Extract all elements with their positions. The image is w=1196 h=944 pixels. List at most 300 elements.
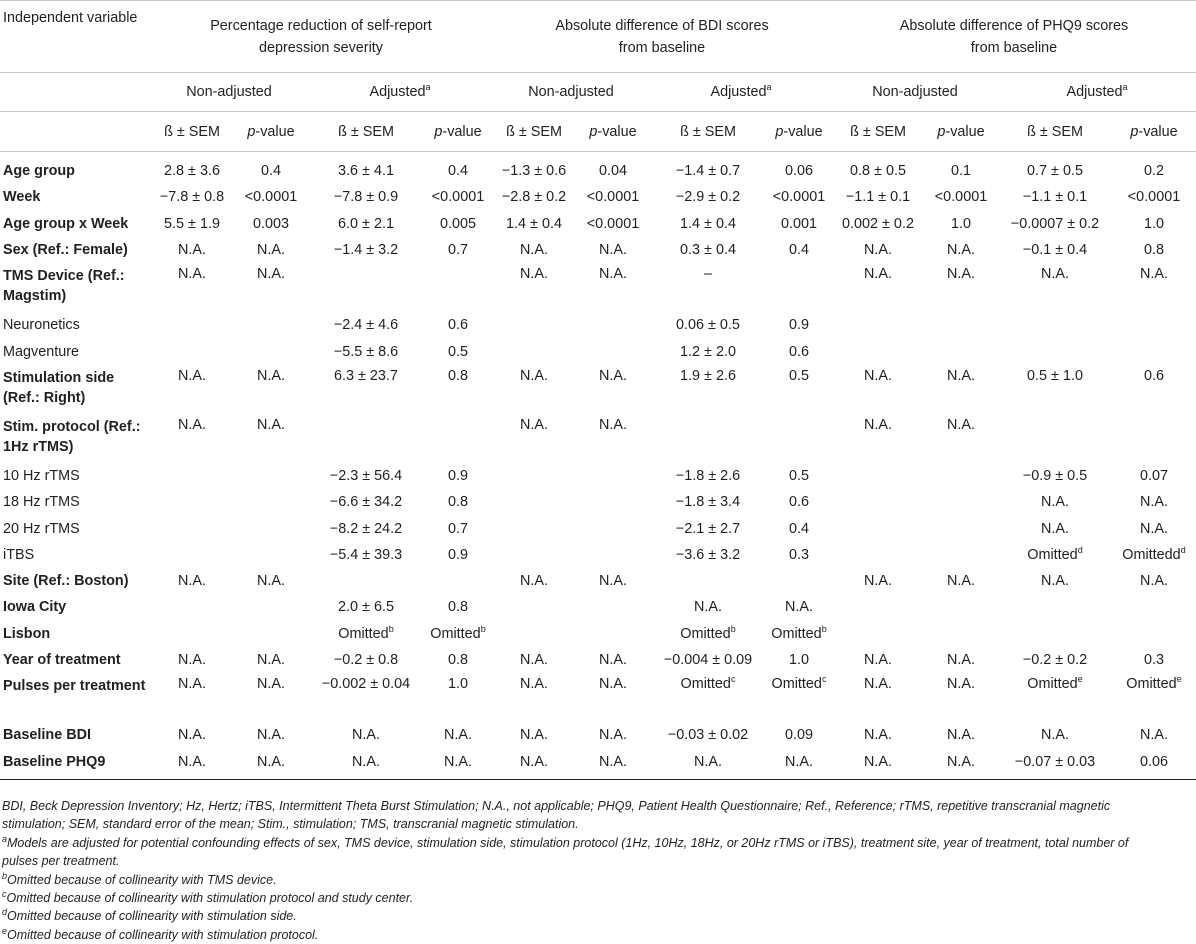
table-cell: 0.001 bbox=[780, 215, 817, 232]
table-cell: <0.0001 bbox=[772, 189, 826, 206]
table-cell: N.A. bbox=[492, 748, 576, 779]
subheader-label: Adjusted bbox=[710, 84, 767, 100]
table-cell bbox=[832, 312, 924, 338]
table-cell: N.A. bbox=[947, 676, 975, 693]
table-cell: −5.5 ± 8.6 bbox=[333, 343, 399, 360]
table-cell: N.A. bbox=[599, 416, 627, 433]
table-cell: Omitted$^e$ bbox=[1027, 674, 1083, 693]
table-cell: 0.7 ± 0.5 bbox=[1027, 163, 1083, 180]
table-cell: 0.8 bbox=[447, 599, 468, 616]
table-cell: 1.4 ± 0.4 bbox=[680, 215, 736, 232]
table-cell: −1.4 ± 3.2 bbox=[333, 242, 399, 259]
table-cell bbox=[1112, 621, 1196, 647]
table-cell: −0.9 ± 0.5 bbox=[1022, 467, 1088, 484]
table-cell: N.A. bbox=[599, 652, 627, 668]
footnote-item: $^b$Omitted because of collinearity with TMS device. bbox=[2, 870, 277, 887]
table-row bbox=[0, 184, 1196, 210]
table-cell: N.A. bbox=[257, 367, 285, 384]
table-cell bbox=[150, 542, 234, 568]
table-cell: 0.06 ± 0.5 bbox=[676, 317, 740, 334]
table-cell: −0.0007 ± 0.2 bbox=[1010, 215, 1100, 232]
table-cell: N.A. bbox=[1041, 727, 1069, 744]
table-cell: Omitted$^c$ bbox=[771, 674, 827, 693]
table-cell: N.A. bbox=[924, 748, 998, 779]
table-cell: Omitted$^c$ bbox=[680, 674, 736, 693]
table-row bbox=[0, 748, 1196, 779]
table-cell: 0.5 bbox=[788, 367, 809, 384]
footnotes bbox=[2, 797, 1142, 944]
table-cell: −5.4 ± 39.3 bbox=[329, 546, 403, 563]
table-cell: 0.4 bbox=[447, 163, 468, 180]
table-row bbox=[0, 489, 1196, 515]
table-cell: N.A. bbox=[766, 748, 832, 779]
table-cell bbox=[924, 463, 998, 489]
table-cell: Omittedd$^d$ bbox=[1122, 545, 1186, 563]
table-cell: N.A. bbox=[947, 266, 975, 283]
table-cell: −0.002 ± 0.04 bbox=[321, 676, 411, 693]
table-cell bbox=[1112, 594, 1196, 620]
table-cell: −2.8 ± 0.2 bbox=[501, 189, 567, 206]
row-label: Site (Ref.: Boston) bbox=[3, 573, 129, 590]
table-cell: 0.7 bbox=[447, 520, 468, 537]
table-cell bbox=[492, 515, 576, 541]
table-cell: 0.04 bbox=[598, 163, 627, 180]
table-cell bbox=[576, 463, 650, 489]
table-row bbox=[0, 365, 1196, 414]
row-label: 10 Hz rTMS bbox=[3, 467, 80, 484]
table-cell: −1.4 ± 0.7 bbox=[675, 163, 741, 180]
table-cell bbox=[234, 515, 308, 541]
table-cell: 5.5 ± 1.9 bbox=[164, 215, 220, 232]
table-cell: −0.1 ± 0.4 bbox=[1022, 242, 1088, 259]
table-cell bbox=[650, 568, 766, 594]
table-cell bbox=[924, 489, 998, 515]
row-label: Stimulation side (Ref.: Right) bbox=[3, 369, 115, 406]
table-cell: N.A. bbox=[257, 676, 285, 693]
table-row bbox=[0, 647, 1196, 673]
table-cell: N.A. bbox=[352, 727, 380, 744]
table-cell: N.A. bbox=[178, 727, 206, 744]
table-cell bbox=[924, 594, 998, 620]
table-cell: 0.4 bbox=[788, 520, 809, 537]
table-cell bbox=[234, 338, 308, 364]
row-label: Magventure bbox=[3, 343, 79, 360]
colheader-p-value: p-value bbox=[1112, 112, 1196, 152]
row-label: Iowa City bbox=[3, 599, 67, 616]
table-row bbox=[0, 515, 1196, 541]
colheader-p-value: p-value bbox=[766, 112, 832, 152]
table-cell: N.A. bbox=[599, 676, 627, 693]
table-cell: 0.8 bbox=[447, 367, 468, 384]
table-cell bbox=[832, 621, 924, 647]
table-cell bbox=[150, 515, 234, 541]
colheader-p-value: p-value bbox=[924, 112, 998, 152]
table-cell: N.A. bbox=[308, 748, 424, 779]
subheader-nonadjusted: Non-adjusted bbox=[832, 73, 998, 112]
table-cell: 6.0 ± 2.1 bbox=[338, 215, 394, 232]
table-cell bbox=[576, 489, 650, 515]
row-label: Year of treatment bbox=[3, 652, 121, 668]
row-label: iTBS bbox=[3, 546, 35, 563]
table-cell: N.A. bbox=[520, 242, 548, 259]
row-label: Stim. protocol (Ref.: 1Hz rTMS) bbox=[3, 418, 141, 455]
table-cell: 6.3 ± 23.7 bbox=[334, 367, 398, 384]
table-cell: N.A. bbox=[234, 748, 308, 779]
table-cell bbox=[576, 542, 650, 568]
table-cell: −3.6 ± 3.2 bbox=[675, 546, 741, 563]
table-cell: N.A. bbox=[694, 599, 722, 616]
table-cell: N.A. bbox=[1041, 266, 1069, 283]
table-cell: 2.8 ± 3.6 bbox=[164, 163, 220, 180]
table-cell bbox=[308, 263, 424, 312]
table-cell: N.A. bbox=[832, 748, 924, 779]
table-cell: 1.0 bbox=[447, 676, 468, 693]
table-cell: <0.0001 bbox=[1127, 189, 1181, 206]
table-cell: 1.4 ± 0.4 bbox=[506, 215, 562, 232]
table-cell: Omitted$^d$ bbox=[1027, 545, 1083, 563]
table-cell: N.A. bbox=[864, 676, 892, 693]
table-cell: N.A. bbox=[1140, 727, 1168, 744]
footnote-abbreviations: BDI, Beck Depression Inventory; Hz, Hertz; iTBS, Intermittent Theta Burst Stimulation; N.A., not applicable; PHQ9, Patient Health Questionnaire; Ref., Reference; rTMS, repetitive transcranial magnetic stimulation; SEM, standard error of the mean; Stim., stimulation; TMS, transcranial magnetic stimulation. bbox=[2, 799, 1111, 832]
table-cell: 0.3 bbox=[788, 546, 809, 563]
colheader-beta-sem: ß ± SEM bbox=[308, 112, 424, 152]
header-group-label: Absolute difference of BDI scores from baseline bbox=[555, 17, 769, 56]
table-cell: N.A. bbox=[257, 416, 285, 433]
table-cell bbox=[576, 594, 650, 620]
table-cell: N.A. bbox=[1140, 494, 1168, 511]
table-cell: N.A. bbox=[599, 573, 627, 590]
table-cell: −6.6 ± 34.2 bbox=[329, 494, 403, 511]
row-label: Age group x Week bbox=[3, 215, 129, 232]
table-cell: N.A. bbox=[599, 266, 627, 283]
table-cell: <0.0001 bbox=[244, 189, 298, 206]
table-row bbox=[0, 621, 1196, 647]
table-row bbox=[0, 594, 1196, 620]
table-cell: 0.3 bbox=[1143, 652, 1164, 668]
header-group-percentage bbox=[150, 1, 492, 73]
table-cell bbox=[576, 312, 650, 338]
table-cell bbox=[832, 542, 924, 568]
table-cell: −0.2 ± 0.8 bbox=[333, 652, 399, 668]
row-label: Lisbon bbox=[3, 625, 51, 642]
table-cell bbox=[832, 338, 924, 364]
table-cell bbox=[1112, 414, 1196, 463]
table-cell: 0.7 bbox=[447, 242, 468, 259]
table-cell: 0.6 bbox=[447, 317, 468, 334]
table-cell: Omitted$^e$ bbox=[1126, 674, 1182, 693]
table-cell: N.A. bbox=[520, 367, 548, 384]
table-cell bbox=[492, 489, 576, 515]
table-cell: N.A. bbox=[178, 242, 206, 259]
footnote-mark: a bbox=[425, 82, 431, 93]
table-row bbox=[0, 568, 1196, 594]
table-cell bbox=[234, 621, 308, 647]
table-cell: −1.1 ± 0.1 bbox=[845, 189, 911, 206]
table-cell: 0.5 bbox=[447, 343, 468, 360]
table-cell bbox=[924, 338, 998, 364]
subheader-adjusted bbox=[308, 73, 492, 112]
table-cell: 0.1 bbox=[950, 163, 971, 180]
table-cell: N.A. bbox=[520, 266, 548, 283]
table-cell: −2.9 ± 0.2 bbox=[675, 189, 741, 206]
subheader-label: Adjusted bbox=[369, 84, 426, 100]
table-cell: 1.0 bbox=[788, 652, 809, 668]
table-cell: 0.07 bbox=[1139, 467, 1168, 484]
table-cell bbox=[150, 489, 234, 515]
table-cell: N.A. bbox=[599, 242, 627, 259]
table-cell: 0.9 bbox=[788, 317, 809, 334]
table-cell: 0.8 bbox=[1143, 242, 1164, 259]
row-label: 18 Hz rTMS bbox=[3, 494, 80, 511]
table-cell: N.A. bbox=[864, 416, 892, 433]
footnote-item: $^c$Omitted because of collinearity with stimulation protocol and study center. bbox=[2, 888, 414, 906]
table-cell bbox=[832, 463, 924, 489]
table-cell bbox=[576, 338, 650, 364]
table-cell: <0.0001 bbox=[586, 215, 640, 232]
table-cell: 0.5 bbox=[788, 467, 809, 484]
footnote-item: $^a$Models are adjusted for potential confounding effects of sex, TMS device, stimulation side, stimulation protocol (1Hz, 10Hz, 18Hz, or 20Hz rTMS or iTBS), treatment site, year of treatment, total number of pulses per treatment. bbox=[2, 833, 1129, 869]
table-cell: 0.6 bbox=[788, 494, 809, 511]
table-cell bbox=[924, 621, 998, 647]
table-cell bbox=[234, 463, 308, 489]
table-cell: −0.004 ± 0.09 bbox=[663, 652, 753, 668]
table-cell: 0.4 bbox=[260, 163, 281, 180]
table-cell bbox=[1112, 312, 1196, 338]
table-cell: −8.2 ± 24.2 bbox=[329, 520, 403, 537]
table-cell: 2.0 ± 6.5 bbox=[338, 599, 394, 616]
table-cell: N.A. bbox=[947, 727, 975, 744]
table-cell: −2.1 ± 2.7 bbox=[675, 520, 741, 537]
table-row bbox=[0, 263, 1196, 312]
subheader-label: Adjusted bbox=[1066, 84, 1123, 100]
row-label: TMS Device (Ref.: Magstim) bbox=[3, 268, 125, 305]
row-label: Neuronetics bbox=[3, 317, 80, 334]
table-cell: 0.06 bbox=[1112, 748, 1196, 779]
table-cell bbox=[998, 414, 1112, 463]
header-independent-variable: Independent variable bbox=[0, 1, 150, 73]
table-cell: 0.2 bbox=[1143, 163, 1164, 180]
table-cell: <0.0001 bbox=[431, 189, 485, 206]
table-cell: N.A. bbox=[257, 573, 285, 590]
table-cell bbox=[924, 542, 998, 568]
table-cell: 0.4 bbox=[788, 242, 809, 259]
table-cell: N.A. bbox=[947, 573, 975, 590]
subheader-nonadjusted: Non-adjusted bbox=[150, 73, 308, 112]
table-cell: Omitted$^b$ bbox=[771, 623, 827, 642]
table-cell bbox=[150, 338, 234, 364]
subheader-adjusted bbox=[650, 73, 832, 112]
footnote-list bbox=[2, 834, 1142, 944]
table-cell: −0.2 ± 0.2 bbox=[1022, 652, 1088, 668]
table-cell bbox=[234, 489, 308, 515]
table-cell: N.A. bbox=[520, 652, 548, 668]
table-cell: N.A. bbox=[424, 748, 492, 779]
table-cell bbox=[998, 594, 1112, 620]
table-cell: 1.2 ± 2.0 bbox=[680, 343, 736, 360]
colheader-beta-sem: ß ± SEM bbox=[150, 112, 234, 152]
table-body bbox=[0, 152, 1196, 780]
table-cell: N.A. bbox=[864, 266, 892, 283]
table-cell bbox=[150, 621, 234, 647]
table-cell: N.A. bbox=[178, 266, 206, 283]
table-cell: 0.003 bbox=[252, 215, 289, 232]
table-cell: 0.9 bbox=[447, 467, 468, 484]
row-label: Sex (Ref.: Female) bbox=[3, 242, 128, 259]
table-cell: N.A. bbox=[1140, 266, 1168, 283]
table-cell bbox=[924, 312, 998, 338]
footnote-item: $^e$Omitted because of collinearity with stimulation protocol. bbox=[2, 925, 319, 942]
table-row bbox=[0, 463, 1196, 489]
table-cell bbox=[998, 621, 1112, 647]
subheader-nonadjusted: Non-adjusted bbox=[492, 73, 650, 112]
table-cell: 0.5 ± 1.0 bbox=[1027, 367, 1083, 384]
row-label: 20 Hz rTMS bbox=[3, 520, 80, 537]
table-cell bbox=[998, 338, 1112, 364]
table-cell bbox=[150, 463, 234, 489]
table-cell: <0.0001 bbox=[586, 189, 640, 206]
table-cell: −2.4 ± 4.6 bbox=[333, 317, 399, 334]
table-cell: 1.0 bbox=[1143, 215, 1164, 232]
table-cell: N.A. bbox=[520, 727, 548, 744]
table-cell: −1.8 ± 2.6 bbox=[675, 467, 741, 484]
table-cell: N.A. bbox=[785, 599, 813, 616]
table-cell: N.A. bbox=[150, 748, 234, 779]
table-cell: N.A. bbox=[599, 367, 627, 384]
table-cell: N.A. bbox=[520, 573, 548, 590]
table-row bbox=[0, 414, 1196, 463]
table-cell bbox=[998, 312, 1112, 338]
table-cell: 0.8 ± 0.5 bbox=[850, 163, 906, 180]
table-cell bbox=[234, 594, 308, 620]
table-cell bbox=[766, 568, 832, 594]
table-cell: N.A. bbox=[257, 652, 285, 668]
table-cell: N.A. bbox=[1140, 573, 1168, 590]
table-cell: −1.8 ± 3.4 bbox=[675, 494, 741, 511]
table-cell: −2.3 ± 56.4 bbox=[329, 467, 403, 484]
subheader-adjusted bbox=[998, 73, 1196, 112]
table-cell bbox=[576, 515, 650, 541]
table-row bbox=[0, 542, 1196, 568]
table-cell: N.A. bbox=[576, 748, 650, 779]
table-cell bbox=[766, 414, 832, 463]
table-cell: −7.8 ± 0.8 bbox=[159, 189, 225, 206]
table-cell: N.A. bbox=[178, 676, 206, 693]
footnote-item: $^d$Omitted because of collinearity with stimulation side. bbox=[2, 907, 297, 924]
table-cell: – bbox=[703, 266, 712, 283]
table-cell: N.A. bbox=[864, 242, 892, 259]
table-cell: N.A. bbox=[178, 573, 206, 590]
table-cell: 0.9 bbox=[447, 546, 468, 563]
table-cell: Omitted$^b$ bbox=[338, 623, 394, 642]
table-cell: 0.8 bbox=[447, 652, 468, 668]
header-group-label: Absolute difference of PHQ9 scores from baseline bbox=[899, 17, 1129, 56]
table-cell: N.A. bbox=[178, 416, 206, 433]
table-cell: −1.1 ± 0.1 bbox=[1022, 189, 1088, 206]
table-cell bbox=[492, 621, 576, 647]
table-cell: 0.09 bbox=[784, 727, 813, 744]
table-cell: N.A. bbox=[178, 367, 206, 384]
table-cell bbox=[424, 414, 492, 463]
table-cell bbox=[576, 621, 650, 647]
table-cell: N.A. bbox=[178, 652, 206, 668]
table-cell: N.A. bbox=[864, 573, 892, 590]
table-cell bbox=[492, 312, 576, 338]
table-cell: N.A. bbox=[947, 652, 975, 668]
table-cell bbox=[492, 463, 576, 489]
table-row bbox=[0, 152, 1196, 185]
table-cell: 0.3 ± 0.4 bbox=[680, 242, 736, 259]
table-cell: N.A. bbox=[1041, 520, 1069, 537]
table-cell: 0.6 bbox=[1143, 367, 1164, 384]
table-cell: 0.06 bbox=[784, 163, 813, 180]
table-cell: N.A. bbox=[947, 416, 975, 433]
table-row bbox=[0, 211, 1196, 237]
table-cell: 3.6 ± 4.1 bbox=[338, 163, 394, 180]
colheader-beta-sem: ß ± SEM bbox=[650, 112, 766, 152]
table-cell bbox=[650, 414, 766, 463]
row-label: Baseline BDI bbox=[3, 727, 91, 744]
table-cell: <0.0001 bbox=[934, 189, 988, 206]
table-cell: N.A. bbox=[444, 727, 472, 744]
table-cell: Omitted$^b$ bbox=[680, 623, 736, 642]
table-cell bbox=[150, 594, 234, 620]
table-cell: −0.07 ± 0.03 bbox=[998, 748, 1112, 779]
table-cell: N.A. bbox=[1041, 494, 1069, 511]
row-label: Week bbox=[3, 189, 41, 206]
colheader-beta-sem: ß ± SEM bbox=[832, 112, 924, 152]
table-cell bbox=[492, 542, 576, 568]
header-group-label: Percentage reduction of self-report depression severity bbox=[210, 17, 432, 56]
table-cell: N.A. bbox=[864, 727, 892, 744]
table-cell: 0.8 bbox=[447, 494, 468, 511]
table-cell: N.A. bbox=[257, 242, 285, 259]
table-cell bbox=[308, 414, 424, 463]
header-blank bbox=[0, 73, 150, 112]
table-cell: N.A. bbox=[257, 727, 285, 744]
table-cell: −0.03 ± 0.02 bbox=[667, 727, 749, 744]
colheader-beta-sem: ß ± SEM bbox=[492, 112, 576, 152]
table-cell: N.A. bbox=[947, 242, 975, 259]
table-cell: N.A. bbox=[520, 416, 548, 433]
row-label: Age group bbox=[3, 163, 75, 180]
table-row bbox=[0, 338, 1196, 364]
table-row bbox=[0, 237, 1196, 263]
table-cell: 0.005 bbox=[439, 215, 476, 232]
row-label: Pulses per treatment bbox=[3, 678, 146, 695]
table-cell: 0.6 bbox=[788, 343, 809, 360]
colheader-p-value: p-value bbox=[424, 112, 492, 152]
table-cell bbox=[424, 263, 492, 312]
colheader-p-value: p-value bbox=[576, 112, 650, 152]
table-cell bbox=[234, 542, 308, 568]
table-cell: N.A. bbox=[864, 652, 892, 668]
colheader-p-value: p-value bbox=[234, 112, 308, 152]
table-cell: N.A. bbox=[864, 367, 892, 384]
table-cell: N.A. bbox=[257, 266, 285, 283]
table-cell: 1.9 ± 2.6 bbox=[680, 367, 736, 384]
table-cell: N.A. bbox=[947, 367, 975, 384]
header-blank bbox=[0, 112, 150, 152]
table-cell: N.A. bbox=[520, 676, 548, 693]
table-cell bbox=[492, 338, 576, 364]
table-row bbox=[0, 673, 1196, 722]
table-cell: −7.8 ± 0.9 bbox=[333, 189, 399, 206]
table-cell bbox=[766, 263, 832, 312]
colheader-beta-sem: ß ± SEM bbox=[998, 112, 1112, 152]
table-cell: N.A. bbox=[650, 748, 766, 779]
table-row bbox=[0, 722, 1196, 748]
table-cell bbox=[492, 594, 576, 620]
